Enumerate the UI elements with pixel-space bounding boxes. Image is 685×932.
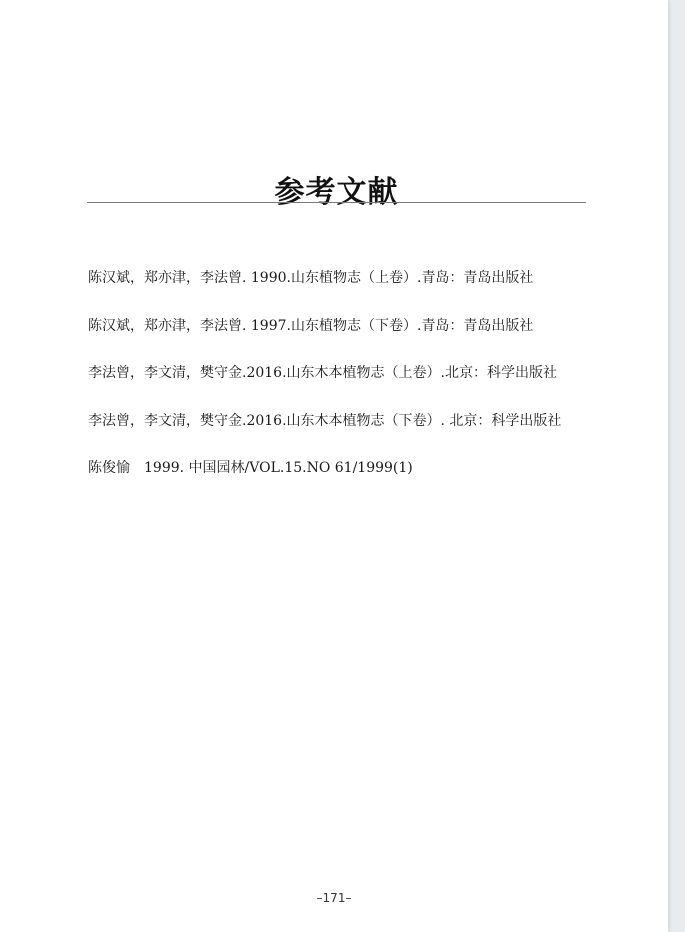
reference-item: 陈俊愉 1999. 中国园林/VOL.15.NO 61/1999(1) bbox=[88, 460, 413, 476]
page-number: –171– bbox=[316, 891, 352, 905]
reference-list bbox=[88, 268, 608, 506]
reference-item: 李法曾，李文清，樊守金.2016.山东木本植物志（下卷）. 北京：科学出版社 bbox=[88, 412, 562, 429]
page-title: 参考文献 bbox=[274, 175, 399, 211]
reference-item: 陈汉斌，郑亦津，李法曾. 1990.山东植物志（上卷）.青岛：青岛出版社 bbox=[88, 270, 534, 286]
reference-item: 李法曾，李文清，樊守金.2016.山东木本植物志（上卷）.北京：科学出版社 bbox=[88, 365, 557, 381]
title-divider bbox=[87, 202, 586, 203]
reference-item: 陈汉斌，郑亦津，李法曾. 1997.山东植物志（下卷）.青岛：青岛出版社 bbox=[88, 317, 534, 334]
